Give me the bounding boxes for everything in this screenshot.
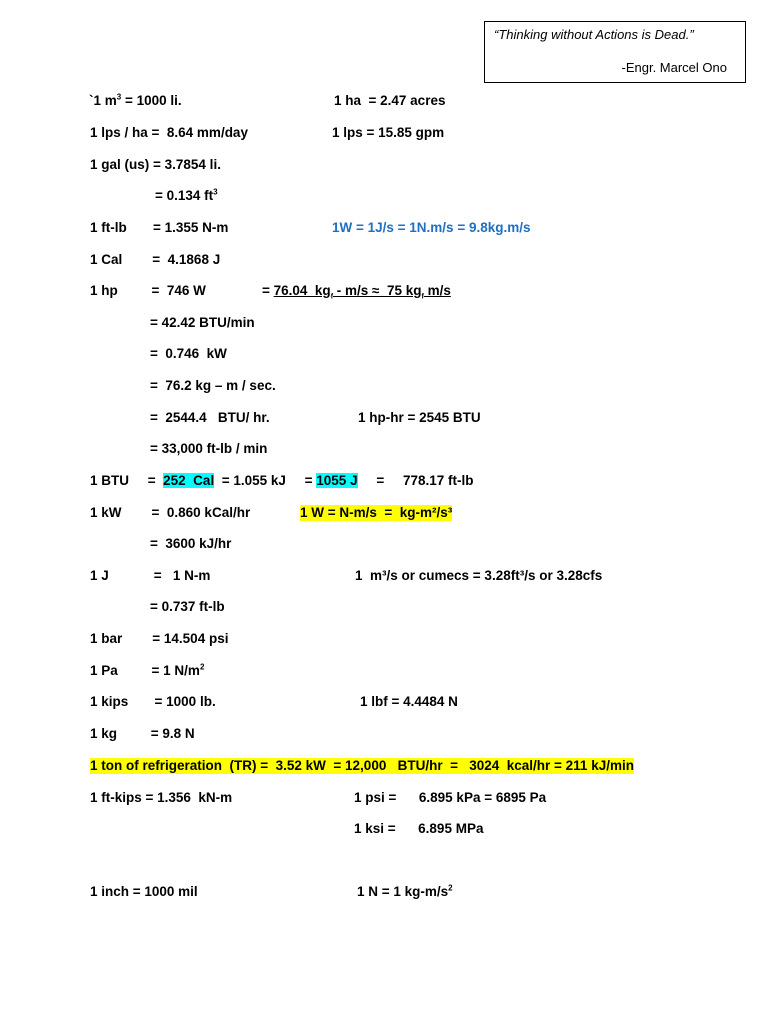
conv-kips: 1 kips = 1000 lb.: [90, 694, 216, 709]
conv-hp-hr: 1 hp-hr = 2545 BTU: [358, 410, 481, 425]
conv-hp-ftlb: = 33,000 ft-lb / min: [150, 441, 268, 456]
conv-kg: 1 kg = 9.8 N: [90, 726, 195, 741]
conv-gallon-ft3: = 0.134 $ft^3$: [155, 187, 218, 203]
conv-psi: 1 psi = 6.895 kPa = 6895 Pa: [354, 790, 547, 805]
conv-cubic-meter: `1 $m^3 = 1000$ li.: [89, 92, 182, 108]
conv-btu: 1 BTU = 252 Cal = 1.055 kJ = 1055 J = 778.17 ft-lb: [90, 473, 474, 488]
btu-joule-highlight: 1055 J: [316, 473, 358, 488]
conv-hp-kgf: = 76.04 $kg_f - m/s \approx 75$ $kg_f$ m/s: [262, 283, 451, 301]
conv-hp-kgm: = 76.2 kg – m / sec.: [150, 378, 276, 393]
conv-calorie: 1 Cal = 4.1868 J: [90, 252, 221, 267]
conv-newton: 1 N = 1 $kg-m/s^2$: [357, 883, 453, 899]
conv-watt-blue: 1W = 1J/s = 1N.m/s = 9.8kg.m/s: [332, 220, 531, 235]
conv-hp-btu-hr: = 2544.4 BTU/ hr.: [150, 410, 270, 425]
conv-ft-lb: 1 ft-lb = 1.355 N-m: [90, 220, 229, 235]
quote-box: [484, 21, 746, 83]
quote-author: -Engr. Marcel Ono: [621, 60, 727, 75]
conv-cumecs: 1 m³/s or cumecs = 3.28ft³/s or 3.28cfs: [355, 568, 603, 583]
conv-ft-kips: 1 ft-kips = 1.356 kN-m: [90, 790, 233, 805]
btu-cal-highlight: 252 Cal: [163, 473, 215, 488]
conv-ksi: 1 ksi = 6.895 MPa: [354, 821, 484, 836]
conv-hp-btu-min: = 42.42 BTU/min: [150, 315, 255, 330]
conv-ton-refrigeration: 1 ton of refrigeration (TR) = 3.52 kW = 12,000 BTU/hr = 3024 kcal/hr = 211 kJ/min: [90, 758, 634, 773]
conv-bar: 1 bar = 14.504 psi: [90, 631, 229, 646]
conv-inch-mil: 1 inch = 1000 mil: [90, 884, 198, 899]
conv-lps-gpm: 1 lps = 15.85 gpm: [332, 125, 445, 140]
conv-lbf: 1 lbf = 4.4484 N: [360, 694, 458, 709]
conv-hp-kw: = 0.746 kW: [150, 346, 227, 361]
conv-gallon: 1 gal (us) = 3.7854 li.: [90, 157, 221, 172]
conv-joule-ftlb: = 0.737 ft-lb: [150, 599, 225, 614]
quote-text: “Thinking without Actions is Dead.”: [494, 27, 694, 42]
conv-kw: 1 kW = 0.860 kCal/hr: [90, 505, 251, 520]
conv-pascal: 1 Pa = 1 $N/m^2$: [90, 662, 205, 678]
conv-hp-watt: 1 hp = 746 W: [90, 283, 206, 298]
conv-joule: 1 J = 1 N-m: [90, 568, 211, 583]
conv-kw-kj: = 3600 kJ/hr: [150, 536, 232, 551]
conv-hectare: 1 ha = 2.47 acres: [334, 93, 446, 108]
conv-watt-highlight: 1 W = N-m/s = kg-m²/s³: [300, 505, 453, 520]
conv-lps-ha: 1 lps / ha = 8.64 mm/day: [90, 125, 248, 140]
